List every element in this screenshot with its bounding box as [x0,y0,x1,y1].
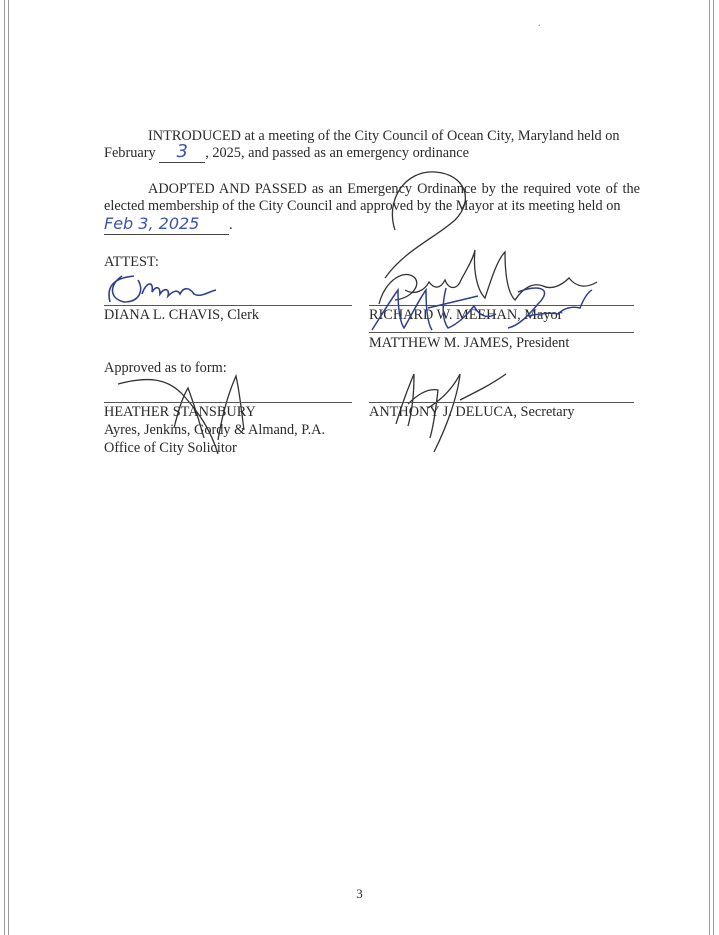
president-signature [368,284,598,339]
president-signature-line [369,332,634,333]
mayor-name: RICHARD W. MEEHAN, Mayor [369,307,563,323]
secretary-signature-line [369,402,634,403]
introduced-line: INTRODUCED at a meeting of the City Council of Ocean City, Maryland held on [148,128,620,144]
clerk-signature-line [104,305,352,306]
introduced-rest: , 2025, and passed as an emergency ordinance [205,145,469,161]
clerk-name: DIANA L. CHAVIS, Clerk [104,307,260,323]
solicitor-signature-line [104,402,352,403]
approved-as-to-form-label: Approved as to form: [104,360,227,376]
page-edge-line [4,0,5,935]
attest-label: ATTEST: [104,254,159,270]
introduced-paragraph [104,128,640,163]
introduced-month: February [104,145,156,161]
solicitor-name: HEATHER STANSBURY [104,404,256,420]
introduced-day-blank [159,141,205,163]
secretary-name: ANTHONY J. DELUCA, Secretary [369,404,575,420]
page-number: 3 [356,886,363,901]
adopted-text: ADOPTED AND PASSED as an Emergency Ordinance by the required vote of the elected membership of the City Council and approved by the Mayor at its meeting held on [104,181,640,214]
solicitor-office: Office of City Solicitor [104,440,237,456]
president-name: MATTHEW M. JAMES, President [369,335,570,351]
page-edge-line [8,0,9,935]
scan-speck: . [538,18,541,29]
adopted-period: . [229,217,233,233]
adopted-date-handwritten: Feb 3, 2025 [104,214,200,233]
solicitor-firm: Ayres, Jenkins, Gordy & Almand, P.A. [104,422,326,438]
page-edge-line [709,0,710,935]
adopted-date-line [104,215,233,235]
introduced-day-handwritten: 3 [176,141,188,162]
page-edge-line [713,0,714,935]
